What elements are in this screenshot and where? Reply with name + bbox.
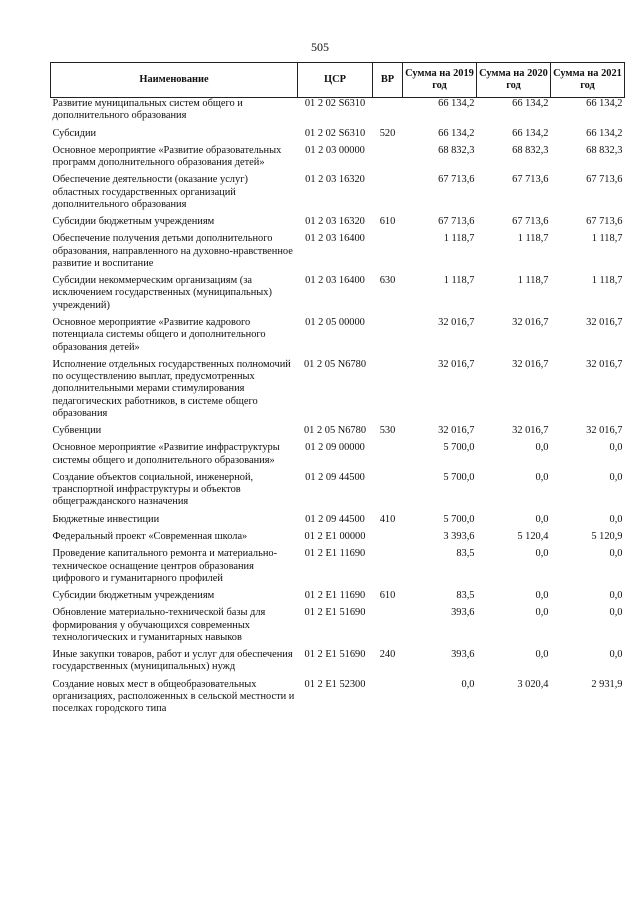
row-sum-2021: 1 118,7 (591, 233, 623, 245)
row-sum-2021: 66 134,2 (586, 127, 623, 139)
row-sum-2019: 1 118,7 (443, 275, 475, 287)
row-sum-2020: 3 020,4 (517, 678, 549, 690)
row-sum-2021: 32 016,7 (586, 425, 623, 437)
table-row (51, 128, 625, 145)
row-name: Обеспечение получения детьми дополнительного образования, направленного на духовно-нравственное развитие и воспитание (52, 233, 293, 269)
row-sum-2019: 5 700,0 (443, 442, 475, 454)
row-sum-2019: 5 700,0 (443, 513, 475, 525)
table-row (51, 649, 625, 679)
row-sum-2020: 0,0 (535, 513, 549, 525)
row-sum-2020: 67 713,6 (512, 174, 549, 186)
row-vr: 240 (379, 649, 396, 661)
row-sum-2019: 32 016,7 (438, 316, 475, 328)
row-sum-2020: 0,0 (535, 442, 549, 454)
table-row (51, 174, 625, 216)
row-vr (373, 98, 403, 128)
row-vr (373, 145, 403, 175)
row-csr: 01 2 E1 00000 (304, 530, 366, 542)
table-row (51, 531, 625, 548)
table-row (51, 216, 625, 233)
row-sum-2020: 1 118,7 (517, 233, 549, 245)
row-name: Обновление материально-технической базы для формирования у обучающихся современных технологических и гуманитарных навыков (52, 607, 266, 643)
table-row (51, 679, 625, 721)
row-name: Субсидии некоммерческим организациям (за исключением государственных (муниципальных) учреждений) (52, 275, 272, 311)
row-vr: 630 (379, 275, 396, 287)
row-csr: 01 2 03 16320 (305, 216, 365, 228)
table-row (51, 98, 625, 128)
row-vr (373, 472, 403, 514)
row-sum-2020: 0,0 (535, 471, 549, 483)
header-2019: Сумма на 2019 год (403, 63, 477, 98)
row-vr: 530 (379, 425, 396, 437)
table-row (51, 317, 625, 359)
row-name: Субсидии бюджетным учреждениям (52, 590, 215, 602)
row-vr (373, 174, 403, 216)
row-name: Основное мероприятие «Развитие образовательных программ дополнительного образования детей» (52, 144, 282, 169)
row-csr: 01 2 E1 11690 (304, 590, 366, 602)
header-2021: Сумма на 2021 год (551, 63, 625, 98)
row-sum-2021: 0,0 (609, 590, 623, 602)
row-sum-2019: 67 713,6 (438, 174, 475, 186)
row-csr: 01 2 02 S6310 (304, 98, 366, 109)
table-row (51, 359, 625, 425)
row-sum-2019: 32 016,7 (438, 358, 475, 370)
row-name: Исполнение отдельных государственных полномочий по осуществлению выплат, предусмотренных дополнительными мерами стимулирования педагогических работников, в системе общего образования (52, 358, 291, 419)
row-sum-2020: 32 016,7 (512, 358, 549, 370)
row-vr (373, 317, 403, 359)
row-sum-2021: 0,0 (609, 649, 623, 661)
row-csr: 01 2 03 16320 (305, 174, 365, 186)
row-csr: 01 2 09 44500 (305, 471, 365, 483)
row-sum-2019: 1 118,7 (443, 233, 475, 245)
row-vr (373, 359, 403, 425)
row-vr: 520 (379, 127, 396, 139)
row-csr: 01 2 03 00000 (305, 144, 365, 156)
row-sum-2021: 67 713,6 (586, 174, 623, 186)
row-csr: 01 2 05 N6780 (303, 358, 367, 370)
table-row (51, 607, 625, 649)
row-sum-2021: 66 134,2 (586, 98, 623, 109)
budget-table (50, 62, 625, 720)
row-sum-2019: 3 393,6 (443, 530, 475, 542)
header-2020: Сумма на 2020 год (477, 63, 551, 98)
row-sum-2021: 0,0 (609, 548, 623, 560)
row-sum-2020: 0,0 (535, 649, 549, 661)
row-sum-2020: 68 832,3 (512, 144, 549, 156)
row-sum-2020: 1 118,7 (517, 275, 549, 287)
row-sum-2021: 5 120,9 (591, 530, 623, 542)
row-sum-2021: 1 118,7 (591, 275, 623, 287)
row-vr: 610 (379, 216, 396, 228)
row-csr: 01 2 E1 52300 (304, 678, 366, 690)
row-sum-2020: 0,0 (535, 607, 549, 619)
row-vr (373, 679, 403, 721)
row-vr (373, 531, 403, 548)
row-sum-2021: 0,0 (609, 471, 623, 483)
row-csr: 01 2 03 16400 (305, 275, 365, 287)
row-csr: 01 2 05 00000 (305, 316, 365, 328)
table-row (51, 548, 625, 590)
row-name: Проведение капитального ремонта и материально-техническое оснащение центров образования цифрового и гуманитарного профилей (52, 548, 278, 584)
row-sum-2021: 32 016,7 (586, 358, 623, 370)
header-csr: ЦСР (298, 63, 373, 98)
row-sum-2020: 32 016,7 (512, 316, 549, 328)
row-vr (373, 607, 403, 649)
row-name: Основное мероприятие «Развитие инфраструктуры системы общего и дополнительного образования» (52, 442, 280, 466)
row-name: Создание новых мест в общеобразовательных организациях, расположенных в сельской местности и поселках городского типа (52, 678, 295, 715)
table-row (51, 514, 625, 531)
row-name: Иные закупки товаров, работ и услуг для обеспечения государственных (муниципальных) нужд (52, 649, 293, 673)
row-name: Субвенции (52, 425, 102, 437)
row-csr: 01 2 E1 51690 (304, 607, 366, 619)
row-csr: 01 2 E1 51690 (304, 649, 366, 661)
row-sum-2019: 83,5 (456, 590, 475, 602)
row-sum-2019: 68 832,3 (438, 144, 475, 156)
table-row (51, 590, 625, 607)
row-sum-2020: 0,0 (535, 590, 549, 602)
row-sum-2019: 32 016,7 (438, 425, 475, 437)
table-row (51, 233, 625, 275)
row-name: Федеральный проект «Современная школа» (52, 530, 248, 542)
row-sum-2019: 66 134,2 (438, 127, 475, 139)
row-vr (373, 442, 403, 472)
row-sum-2019: 393,6 (451, 607, 475, 619)
row-sum-2019: 0,0 (461, 678, 475, 690)
table-header-row (51, 63, 625, 98)
row-sum-2019: 5 700,0 (443, 471, 475, 483)
row-csr: 01 2 09 00000 (305, 442, 365, 454)
row-sum-2020: 0,0 (535, 548, 549, 560)
row-name: Обеспечение деятельности (оказание услуг) областных государственных организаций дополнительного образования (52, 174, 248, 210)
row-csr: 01 2 E1 11690 (304, 548, 366, 560)
page-number: 505 (311, 40, 329, 54)
row-vr (373, 233, 403, 275)
table-row (51, 275, 625, 317)
table-row (51, 145, 625, 175)
row-name: Бюджетные инвестиции (52, 513, 160, 525)
row-sum-2021: 0,0 (609, 442, 623, 454)
row-sum-2021: 2 931,9 (591, 678, 623, 690)
row-csr: 01 2 02 S6310 (304, 127, 366, 139)
row-sum-2019: 67 713,6 (438, 216, 475, 228)
row-sum-2021: 0,0 (609, 607, 623, 619)
row-sum-2021: 0,0 (609, 513, 623, 525)
row-name: Основное мероприятие «Развитие кадрового потенциала системы общего и дополнительного образования детей» (52, 316, 266, 353)
row-name: Субсидии бюджетным учреждениям (52, 216, 215, 228)
header-vr: ВР (373, 63, 403, 98)
row-vr (373, 548, 403, 590)
row-sum-2020: 5 120,4 (517, 530, 549, 542)
table-row (51, 442, 625, 472)
row-vr: 410 (379, 513, 396, 525)
row-csr: 01 2 09 44500 (305, 513, 365, 525)
row-sum-2021: 32 016,7 (586, 316, 623, 328)
row-sum-2020: 66 134,2 (512, 98, 549, 109)
row-csr: 01 2 03 16400 (305, 233, 365, 245)
row-sum-2019: 393,6 (451, 649, 475, 661)
row-sum-2019: 66 134,2 (438, 98, 475, 109)
row-sum-2019: 83,5 (456, 548, 475, 560)
row-name: Развитие муниципальных систем общего и дополнительного образования (52, 98, 243, 122)
row-sum-2020: 67 713,6 (512, 216, 549, 228)
row-csr: 01 2 05 N6780 (303, 425, 367, 437)
table-row (51, 472, 625, 514)
header-name: Наименование (51, 63, 298, 98)
row-sum-2020: 32 016,7 (512, 425, 549, 437)
row-name: Субсидии (52, 127, 97, 139)
row-sum-2021: 67 713,6 (586, 216, 623, 228)
row-vr: 610 (379, 590, 396, 602)
row-sum-2021: 68 832,3 (586, 144, 623, 156)
table-row (51, 425, 625, 442)
row-name: Создание объектов социальной, инженерной, транспортной инфраструктуры и объектов общегражданского назначения (52, 471, 254, 508)
row-sum-2020: 66 134,2 (512, 127, 549, 139)
